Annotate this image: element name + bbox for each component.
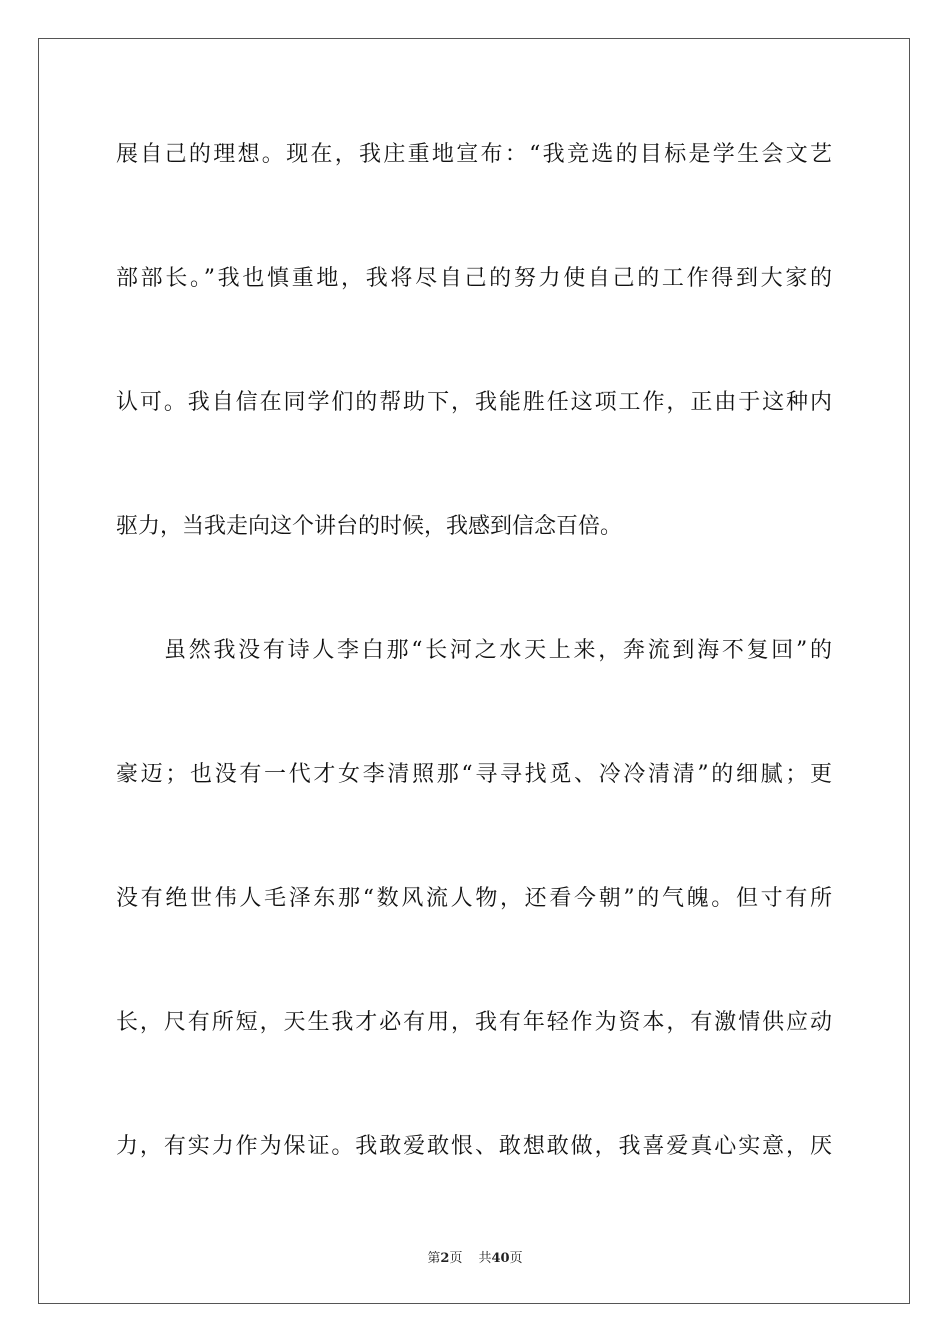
- total-prefix: 共: [478, 1251, 492, 1266]
- text-line: 部部长。”我也慎重地，我将尽自己的努力使自己的工作得到大家的: [116, 266, 832, 291]
- text-line: 认可。我自信在同学们的帮助下，我能胜任这项工作，正由于这种内: [116, 390, 832, 415]
- text-line: 虽然我没有诗人李白那“长河之水天上来，奔流到海不复回”的: [164, 638, 832, 663]
- text-line: 没有绝世伟人毛泽东那“数风流人物，还看今朝”的气魄。但寸有所: [116, 886, 832, 911]
- text-line: 驱力，当我走向这个讲台的时候，我感到信念百倍。: [116, 514, 623, 539]
- text-line: 豪迈；也没有一代才女李清照那“寻寻找觅、冷冷清清”的细腻；更: [116, 762, 832, 787]
- text-line: 长，尺有所短，天生我才必有用，我有年轻作为资本，有激情供应动: [116, 1010, 832, 1035]
- page-prefix: 第: [427, 1251, 441, 1266]
- text-line: 力，有实力作为保证。我敢爱敢恨、敢想敢做，我喜爱真心实意，厌: [116, 1134, 832, 1159]
- page-suffix: 页: [449, 1251, 463, 1266]
- total-pages: 40: [491, 1251, 510, 1266]
- document-body: [116, 124, 832, 1240]
- page-number: 2: [440, 1251, 450, 1266]
- total-suffix: 页: [509, 1251, 523, 1266]
- page-footer: [0, 1247, 950, 1266]
- text-line: 展自己的理想。现在，我庄重地宣布：“我竞选的目标是学生会文艺: [116, 142, 832, 167]
